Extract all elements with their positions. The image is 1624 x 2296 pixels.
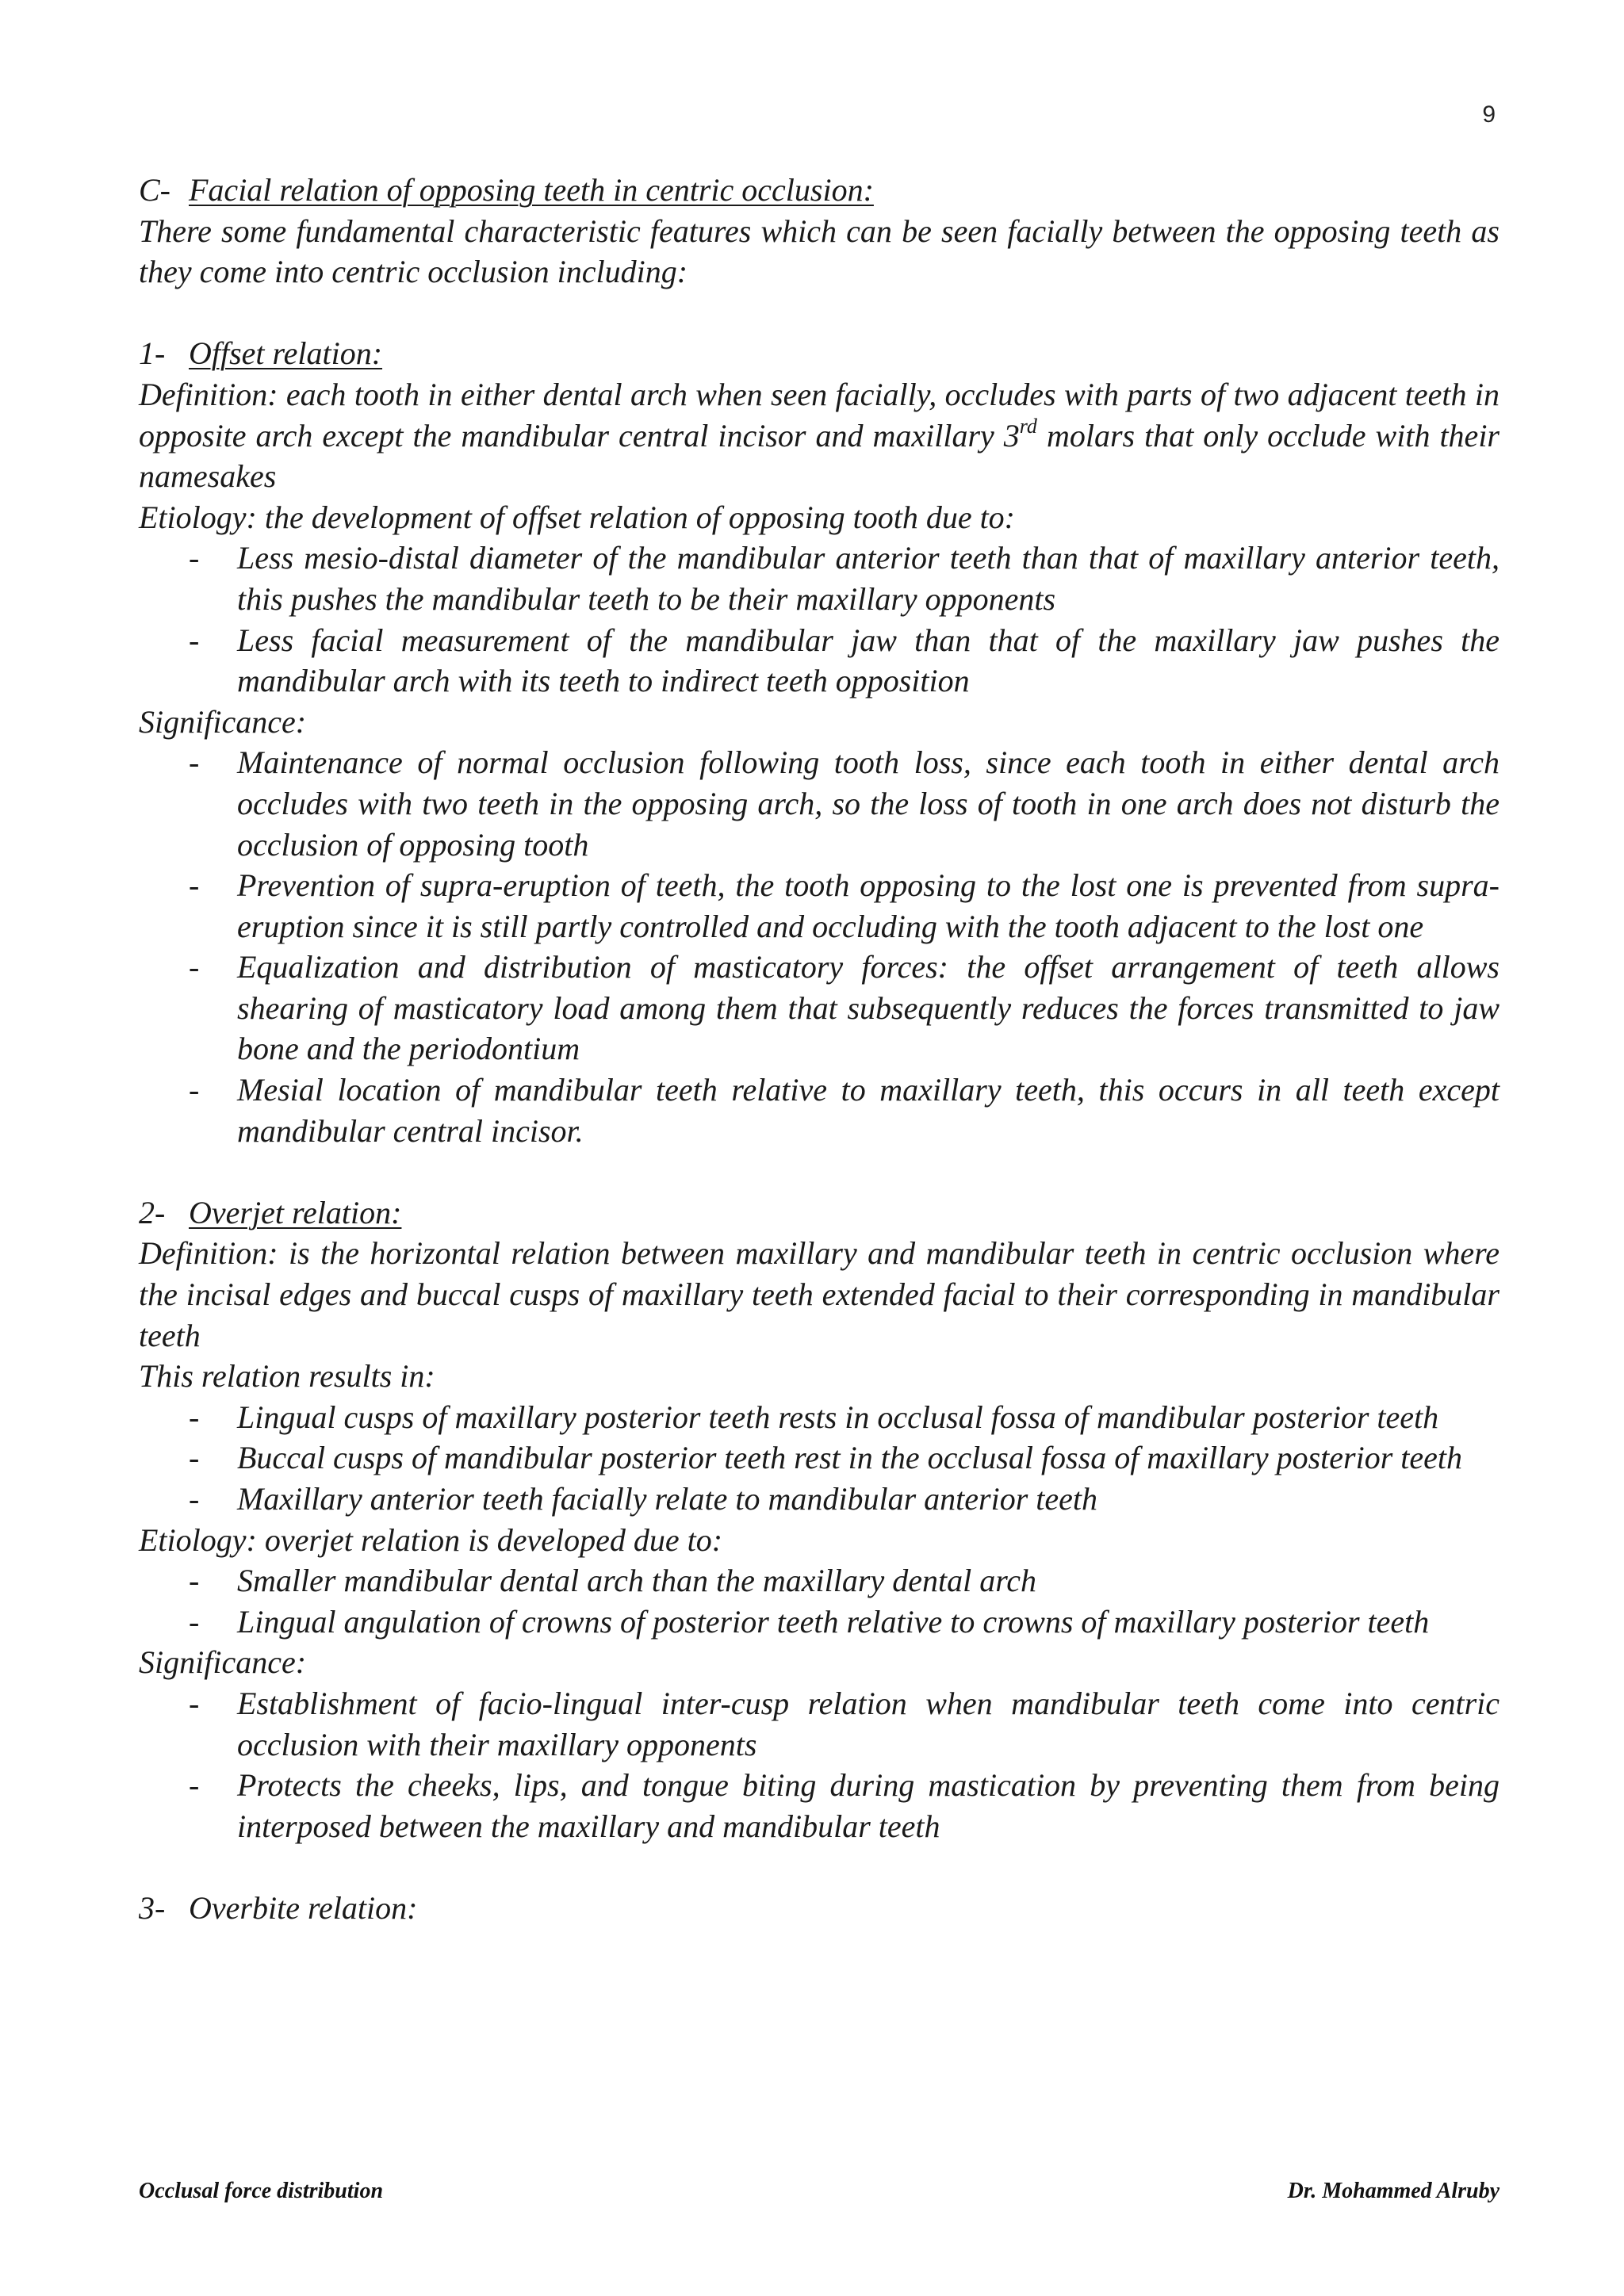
list-item-text: Equalization and distribution of masticatory forces: the offset arrangement of teeth allows shearing of masticatory load among them that subsequently reduces the forces transmitted to jaw bone and the periodontium — [237, 949, 1500, 1067]
offset-significance-heading: Significance: — [139, 703, 307, 740]
offset-definition-text: Definition: each tooth in either dental arch when seen facially, occludes with parts of two adjacent teeth in opposite arch except the mandibular central incisor and maxillary 3 — [139, 376, 1500, 453]
list-item — [139, 1397, 1500, 1438]
offset-etiology-list — [139, 538, 1500, 701]
list-item — [139, 865, 1500, 947]
page-number: 9 — [1482, 101, 1496, 128]
list-item — [139, 538, 1500, 619]
spacer — [139, 293, 1500, 334]
footer-course-title: Occlusal force distribution — [139, 2179, 384, 2203]
list-item — [139, 620, 1500, 702]
bullet-dash: - — [189, 949, 200, 985]
overbite-label: 3- — [139, 1889, 166, 1926]
list-item-text: Less mesio-distal diameter of the mandibular anterior teeth than that of maxillary anterior teeth, this pushes the mandibular teeth to be their maxillary opponents — [237, 540, 1500, 617]
offset-heading — [139, 333, 1500, 374]
list-item — [139, 1683, 1500, 1765]
list-item-text: Establishment of facio-lingual inter-cusp relation when mandibular teeth come into centric occlusion with their maxillary opponents — [237, 1685, 1500, 1762]
list-item — [139, 742, 1500, 865]
list-item-text: Mesial location of mandibular teeth relative to maxillary teeth, this occurs in all teeth except mandibular central incisor. — [237, 1072, 1500, 1149]
list-item-text: Less facial measurement of the mandibular jaw than that of the maxillary jaw pushes the mandibular arch with its teeth to indirect teeth opposition — [237, 622, 1500, 699]
list-item-text: Maintenance of normal occlusion following tooth loss, since each tooth in either dental arch occludes with two teeth in the opposing arch, so the loss of tooth in one arch does not disturb the occlusion of opposing tooth — [237, 744, 1500, 863]
list-item — [139, 947, 1500, 1070]
section-c-label: C- — [139, 172, 170, 208]
overjet-heading — [139, 1192, 1500, 1234]
list-item-text: Maxillary anterior teeth facially relate to mandibular anterior teeth — [237, 1481, 1097, 1517]
list-item — [139, 1765, 1500, 1846]
offset-definition-text-end: molars that only occlude with their namesakes — [139, 417, 1500, 495]
footer-author: Dr. Mohammed Alruby — [1287, 2179, 1500, 2203]
bullet-dash: - — [189, 1399, 200, 1435]
offset-label: 1- — [139, 335, 166, 372]
list-item — [139, 1479, 1500, 1520]
overjet-etiology-list — [139, 1560, 1500, 1642]
bullet-dash: - — [189, 1440, 200, 1476]
overjet-title: Overjet relation: — [189, 1194, 402, 1230]
bullet-dash: - — [189, 1563, 200, 1599]
spacer — [139, 1151, 1500, 1192]
list-item — [139, 1560, 1500, 1601]
list-item-text: Lingual cusps of maxillary posterior teeth rests in occlusal fossa of mandibular posterior teeth — [237, 1399, 1439, 1435]
page-content — [139, 170, 1500, 1929]
list-item — [139, 1437, 1500, 1479]
offset-title: Offset relation: — [189, 335, 383, 372]
list-item — [139, 1601, 1500, 1643]
page-footer — [139, 2179, 1500, 2204]
list-item-text: Protects the cheeks, lips, and tongue biting during mastication by preventing them from being interposed between the maxillary and mandibular teeth — [237, 1767, 1500, 1844]
list-item — [139, 1070, 1500, 1151]
bullet-dash: - — [189, 1767, 200, 1804]
overjet-significance-heading: Significance: — [139, 1644, 307, 1681]
bullet-dash: - — [189, 1481, 200, 1517]
bullet-dash: - — [189, 744, 200, 781]
overjet-results-heading: This relation results in: — [139, 1358, 435, 1395]
bullet-dash: - — [189, 622, 200, 658]
overjet-significance-list — [139, 1683, 1500, 1846]
bullet-dash: - — [189, 1603, 200, 1640]
bullet-dash: - — [189, 1685, 200, 1721]
overbite-heading — [139, 1888, 1500, 1929]
overjet-results-list — [139, 1397, 1500, 1520]
section-c-intro: There some fundamental characteristic features which can be seen facially between the opposing teeth as they come into centric occlusion including: — [139, 212, 1500, 290]
list-item-text: Prevention of supra-eruption of teeth, the tooth opposing to the lost one is prevented from supra-eruption since it is still partly controlled and occluding with the tooth adjacent to the lost one — [237, 867, 1500, 944]
list-item-text: Smaller mandibular dental arch than the maxillary dental arch — [237, 1563, 1037, 1599]
section-c-heading — [139, 170, 1500, 211]
overbite-title: Overbite relation: — [189, 1889, 418, 1926]
section-c-title: Facial relation of opposing teeth in centric occlusion: — [189, 172, 874, 208]
offset-definition — [139, 374, 1500, 497]
overjet-definition: Definition: is the horizontal relation between maxillary and mandibular teeth in centric occlusion where the incisal edges and buccal cusps of maxillary teeth extended facial to their corresponding in mandibular teeth — [139, 1235, 1500, 1353]
ordinal-superscript: rd — [1019, 415, 1037, 438]
list-item-text: Lingual angulation of crowns of posterior teeth relative to crowns of maxillary posterior teeth — [237, 1603, 1430, 1640]
bullet-dash: - — [189, 867, 200, 904]
bullet-dash: - — [189, 1072, 200, 1108]
spacer — [139, 1846, 1500, 1888]
list-item-text: Buccal cusps of mandibular posterior teeth rest in the occlusal fossa of maxillary posterior teeth — [237, 1440, 1463, 1476]
offset-etiology-heading: Etiology: the development of offset relation of opposing tooth due to: — [139, 499, 1015, 535]
overjet-etiology-heading: Etiology: overjet relation is developed due to: — [139, 1521, 723, 1558]
overjet-label: 2- — [139, 1194, 166, 1230]
offset-significance-list — [139, 742, 1500, 1151]
bullet-dash: - — [189, 540, 200, 576]
